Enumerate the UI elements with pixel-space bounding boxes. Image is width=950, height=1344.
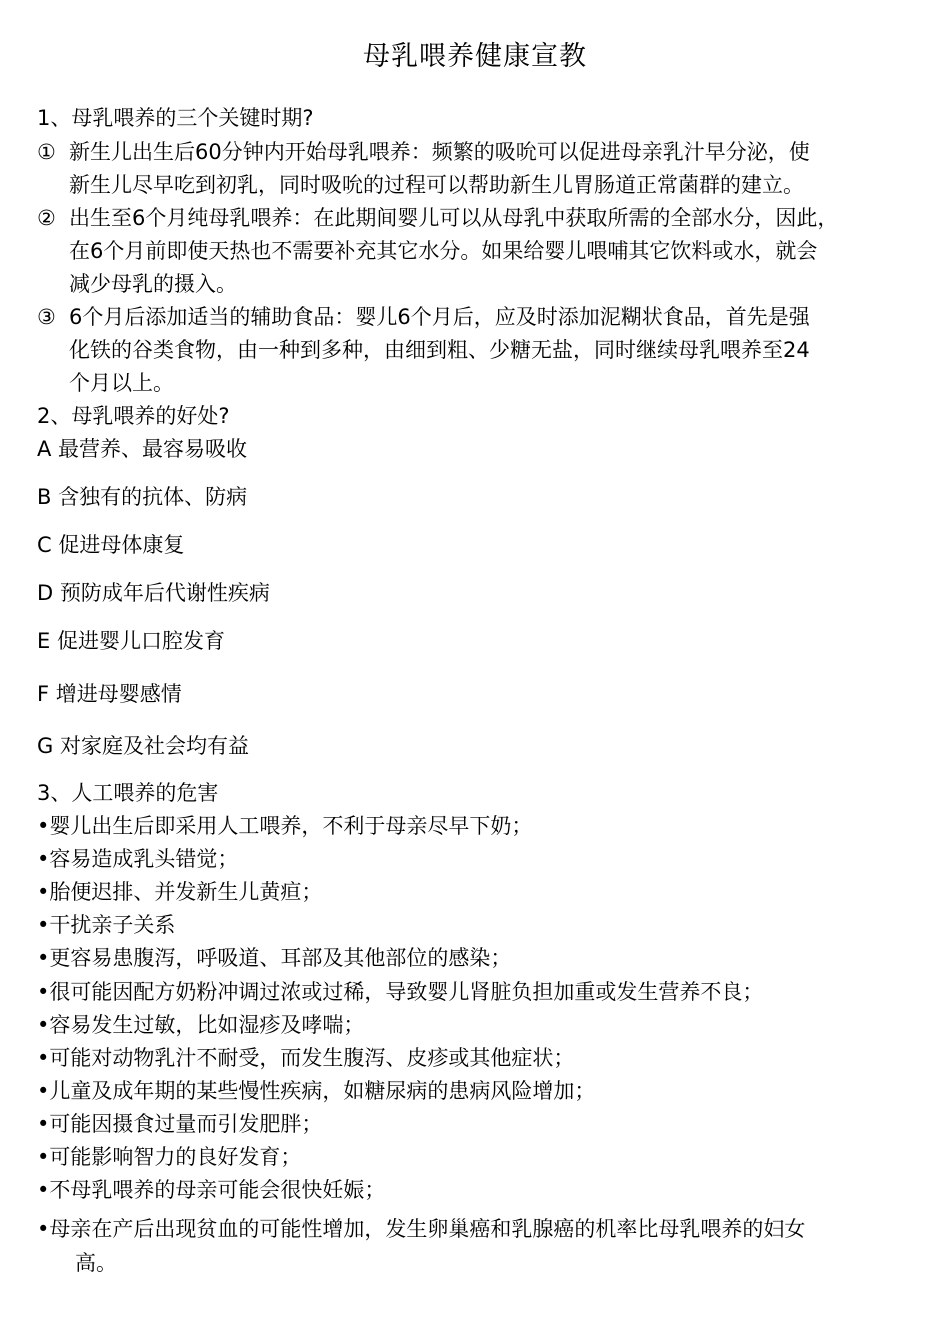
section-1-item-3-continuation: 个月以上。 — [69, 371, 174, 395]
section-3-heading: 3、人工喂养的危害 — [37, 781, 219, 805]
benefit-item-f: F 增进母婴感情 — [37, 682, 182, 706]
item-marker: ③ — [37, 305, 56, 329]
section-1-item-2-continuation: 在6个月前即使天热也不需要补充其它水分。如果给婴儿喂哺其它饮料或水，就会 — [69, 239, 818, 263]
harm-item: •婴儿出生后即采用人工喂养，不利于母亲尽早下奶； — [37, 814, 533, 838]
section-1-item-3-continuation: 化铁的谷类食物，由一种到多种，由细到粗、少糖无盐，同时继续母乳喂养至24 — [69, 338, 810, 362]
harm-item: •胎便迟排、并发新生儿黄疸； — [37, 880, 323, 904]
benefit-item-g: G 对家庭及社会均有益 — [37, 734, 249, 758]
benefit-item-e: E 促进婴儿口腔发育 — [37, 629, 225, 653]
item-text: 新生儿出生后60分钟内开始母乳喂养：频繁的吸吮可以促进母亲乳汁早分泌，使 — [69, 140, 810, 164]
harm-item: •容易造成乳头错觉； — [37, 847, 239, 871]
section-1-heading: 1、母乳喂养的三个关键时期? — [37, 106, 314, 130]
benefit-item-b: B 含独有的抗体、防病 — [37, 485, 248, 509]
benefit-item-c: C 促进母体康复 — [37, 533, 185, 557]
harm-item: •可能因摄食过量而引发肥胖； — [37, 1112, 323, 1136]
section-1-item-2 — [37, 202, 838, 235]
harm-item: •可能影响智力的良好发育； — [37, 1145, 302, 1169]
section-1-item-2-continuation: 减少母乳的摄入。 — [69, 272, 237, 296]
section-2-heading: 2、母乳喂养的好处? — [37, 404, 230, 428]
benefit-item-d: D 预防成年后代谢性疾病 — [37, 581, 270, 605]
harm-item: •可能对动物乳汁不耐受，而发生腹泻、皮疹或其他症状； — [37, 1046, 575, 1070]
harm-item: •干扰亲子关系 — [37, 913, 176, 937]
harm-item: •更容易患腹泻，呼吸道、耳部及其他部位的感染； — [37, 946, 512, 970]
item-marker: ② — [37, 206, 56, 230]
harm-item: •很可能因配方奶粉冲调过浓或过稀，导致婴儿肾脏负担加重或发生营养不良； — [37, 980, 764, 1004]
harm-item: •容易发生过敏，比如湿疹及哮喘； — [37, 1013, 365, 1037]
harm-item: •不母乳喂养的母亲可能会很快妊娠； — [37, 1178, 386, 1202]
harm-item: •母亲在产后出现贫血的可能性增加，发生卵巢癌和乳腺癌的机率比母乳喂养的妇女 — [37, 1217, 806, 1241]
item-marker: ① — [37, 140, 56, 164]
benefit-item-a: A 最营养、最容易吸收 — [37, 437, 248, 461]
section-1-item-1-continuation: 新生儿尽早吃到初乳，同时吸吮的过程可以帮助新生儿胃肠道正常菌群的建立。 — [69, 173, 804, 197]
harm-item: •儿童及成年期的某些慢性疾病，如糖尿病的患病风险增加； — [37, 1079, 596, 1103]
item-text: 出生至6个月纯母乳喂养：在此期间婴儿可以从母乳中获取所需的全部水分，因此， — [69, 206, 839, 230]
page-title: 母乳喂养健康宣教 — [363, 41, 587, 72]
item-text: 6个月后添加适当的辅助食品：婴儿6个月后，应及时添加泥糊状食品，首先是强 — [69, 305, 810, 329]
harm-item-continuation: 高。 — [75, 1251, 117, 1275]
section-1-item-1 — [37, 136, 810, 169]
section-1-item-3 — [37, 301, 810, 334]
